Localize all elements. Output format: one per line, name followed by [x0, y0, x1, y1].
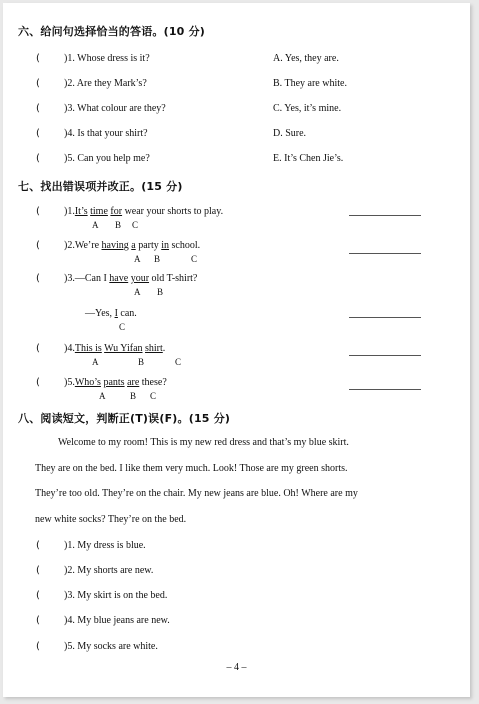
question-text: party — [135, 240, 162, 251]
answer-paren[interactable]: ( — [36, 240, 40, 251]
answer-paren[interactable]: ( — [36, 377, 40, 388]
section8-item-1 — [3, 540, 470, 554]
reading-line-1: Welcome to my room! This is my new red dress and that’s my blue skirt. — [58, 437, 349, 448]
question-text: . — [162, 343, 166, 354]
underlined-part-c: are — [127, 377, 140, 388]
section7-item-3 — [3, 273, 470, 287]
question-text: school. — [169, 240, 201, 251]
question-text: )1. Whose dress is it? — [64, 53, 150, 64]
label-c: C — [150, 391, 157, 401]
label-a: A — [134, 287, 141, 297]
question-text: wear your shorts to play. — [122, 206, 224, 217]
underlined-part-a: Who’s — [74, 377, 101, 388]
correction-blank[interactable] — [349, 215, 421, 216]
answer-paren[interactable]: ( — [36, 128, 40, 139]
answer-option: D. Sure. — [273, 128, 307, 139]
section6-item-1 — [3, 53, 470, 67]
answer-paren[interactable]: ( — [36, 273, 40, 284]
question-number: )3. — [64, 273, 75, 284]
section6-title: 六、给问句选择恰当的答语。(10 分) — [18, 25, 205, 38]
section7-item-1 — [3, 206, 470, 220]
question-text: can. — [117, 308, 137, 319]
section8-item-5 — [3, 641, 470, 655]
worksheet-page — [3, 3, 470, 697]
answer-paren[interactable]: ( — [36, 565, 40, 576]
answer-paren[interactable]: ( — [36, 78, 40, 89]
label-a: A — [92, 357, 99, 367]
underlined-part-b: time — [90, 206, 108, 217]
label-c: C — [175, 357, 182, 367]
underlined-part-a: have — [109, 273, 129, 284]
answer-option: A. Yes, they are. — [273, 53, 339, 64]
question-number: )5. — [64, 377, 75, 388]
answer-paren[interactable]: ( — [36, 206, 40, 217]
question-number: )4. — [64, 343, 75, 354]
label-b: B — [138, 357, 145, 367]
label-b: B — [154, 254, 161, 264]
statement-text: )3. My skirt is on the bed. — [64, 590, 168, 601]
answer-paren[interactable]: ( — [36, 590, 40, 601]
question-text: We’re — [74, 240, 102, 251]
section7-item-2 — [3, 240, 470, 254]
label-a: A — [92, 220, 99, 230]
question-text: )2. Are they Mark’s? — [64, 78, 147, 89]
section6-item-5 — [3, 153, 470, 167]
section6-item-2 — [3, 78, 470, 92]
statement-text: )4. My blue jeans are new. — [64, 615, 170, 626]
underlined-part-a: having — [101, 240, 129, 251]
label-c: C — [191, 254, 198, 264]
section8-title: 八、阅读短文，判断正(T)误(F)。(15 分) — [18, 412, 231, 425]
underlined-part-b: your — [130, 273, 150, 284]
correction-blank[interactable] — [349, 317, 421, 318]
answer-paren[interactable]: ( — [36, 615, 40, 626]
answer-option: C. Yes, it’s mine. — [273, 103, 342, 114]
section7-item-3-reply — [3, 308, 470, 322]
answer-paren[interactable]: ( — [36, 343, 40, 354]
section6-item-4 — [3, 128, 470, 142]
section8-item-4 — [3, 615, 470, 629]
underlined-part-c: I — [114, 308, 118, 319]
reading-line-3: They’re too old. They’re on the chair. My new jeans are blue. Oh! Where are my — [35, 488, 358, 499]
section7-item-4 — [3, 343, 470, 357]
correction-blank[interactable] — [349, 253, 421, 254]
section8-item-2 — [3, 565, 470, 579]
underlined-part-b: pants — [103, 377, 125, 388]
question-text: )5. Can you help me? — [64, 153, 150, 164]
section7-item-5 — [3, 377, 470, 391]
answer-option: B. They are white. — [273, 78, 347, 89]
question-text: )4. Is that your shirt? — [64, 128, 148, 139]
label-b: B — [115, 220, 122, 230]
label-b: B — [130, 391, 137, 401]
correction-blank[interactable] — [349, 389, 421, 390]
answer-paren[interactable]: ( — [36, 153, 40, 164]
statement-text: )5. My socks are white. — [64, 641, 158, 652]
underlined-part-c: for — [110, 206, 123, 217]
statement-text: )1. My dress is blue. — [64, 540, 146, 551]
section7-title: 七、找出错误项并改正。(15 分) — [18, 180, 183, 193]
underlined-part-b: a — [131, 240, 136, 251]
question-number: )1. — [64, 206, 75, 217]
answer-paren[interactable]: ( — [36, 103, 40, 114]
section8-item-3 — [3, 590, 470, 604]
underlined-part-a: It’s — [74, 206, 88, 217]
label-a: A — [134, 254, 141, 264]
section6-item-3 — [3, 103, 470, 117]
statement-text: )2. My shorts are new. — [64, 565, 154, 576]
question-text: )3. What colour are they? — [64, 103, 166, 114]
underlined-part-c: in — [161, 240, 170, 251]
label-c: C — [119, 322, 126, 332]
underlined-part-a: This is — [74, 343, 102, 354]
answer-paren[interactable]: ( — [36, 53, 40, 64]
label-c: C — [132, 220, 139, 230]
underlined-part-b: Wu Yifan — [104, 343, 143, 354]
label-b: B — [157, 287, 164, 297]
answer-paren[interactable]: ( — [36, 641, 40, 652]
label-a: A — [99, 391, 106, 401]
question-text: —Can I — [74, 273, 110, 284]
reading-line-4: new white socks? They’re on the bed. — [35, 514, 187, 525]
question-number: )2. — [64, 240, 75, 251]
correction-blank[interactable] — [349, 355, 421, 356]
reading-line-2: They are on the bed. I like them very much. Look! Those are my green shorts. — [35, 463, 348, 474]
underlined-part-c: shirt — [145, 343, 163, 354]
question-text: old T-shirt? — [149, 273, 198, 284]
answer-option: E. It’s Chen Jie’s. — [273, 153, 344, 164]
page-number: – 4 – — [226, 662, 247, 673]
answer-paren[interactable]: ( — [36, 540, 40, 551]
question-text: —Yes, — [85, 308, 115, 319]
question-text: these? — [139, 377, 167, 388]
